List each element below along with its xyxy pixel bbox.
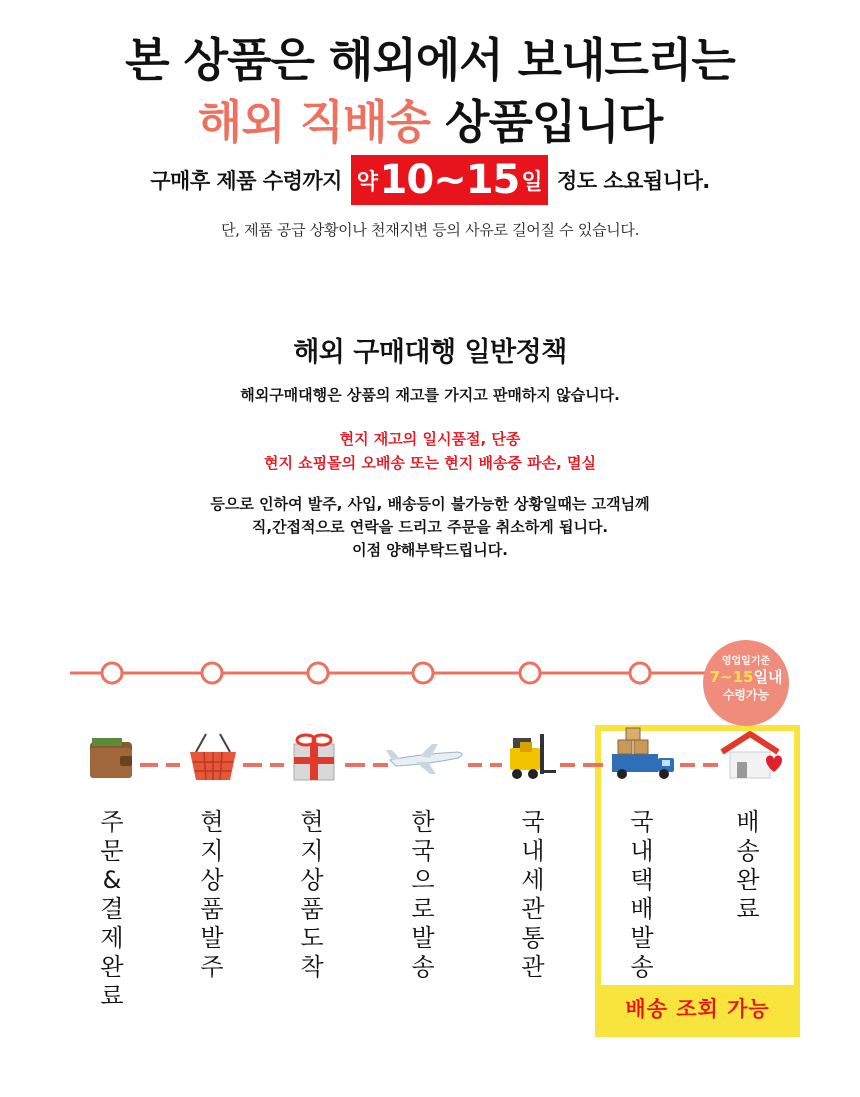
headline-line-1: 본 상품은 해외에서 보내드리는 xyxy=(125,33,735,87)
headline-highlight: 해외 직배송 xyxy=(197,95,430,149)
delivery-box-pre: 약 xyxy=(356,169,378,195)
step-label: 배 송 완 료 xyxy=(736,808,760,923)
headline-line-2 xyxy=(0,92,860,152)
timeline-dot xyxy=(413,663,433,683)
delay-note: 단, 제품 공급 상황이나 천재지변 등의 사유로 길어질 수 있습니다. xyxy=(220,221,640,239)
policy-warning-1: 현지 재고의 일시품절, 단종 xyxy=(339,430,521,448)
step-label: 국 내 세 관 통 관 xyxy=(521,808,545,981)
gift-box-icon xyxy=(294,735,334,780)
policy-text-2-line-3: 이점 양해부탁드립니다. xyxy=(352,541,508,559)
step-label: 현 지 상 품 발 주 xyxy=(200,808,224,981)
headline-rest: 상품입니다 xyxy=(430,95,663,149)
policy-title: 해외 구매대행 일반정책 xyxy=(293,337,567,368)
shopping-basket-icon xyxy=(190,734,236,780)
policy-text-2 xyxy=(0,493,860,562)
home-heart-icon xyxy=(722,734,782,778)
badge-unit: 일내 xyxy=(753,668,783,686)
step-label: 현 지 상 품 도 착 xyxy=(300,808,324,981)
step-label: 국 내 택 배 발 송 xyxy=(630,808,654,981)
step-label: 한 국 으 로 발 송 xyxy=(411,808,435,981)
policy-text-2-line-2: 직,간접적으로 연락을 드리고 주문을 취소하게 됩니다. xyxy=(251,518,609,536)
policy-text-1: 해외구매대행은 상품의 재고를 가지고 판매하지 않습니다. xyxy=(240,386,620,404)
forklift-icon xyxy=(510,734,556,779)
badge-line-3: 수령가능 xyxy=(722,688,770,702)
airplane-icon xyxy=(386,744,462,774)
tracking-available-label: 배송 조회 가능 xyxy=(595,985,800,1031)
delivery-prefix: 구매후 제품 수령까지 xyxy=(150,169,349,193)
badge-line-1: 영업일기준 xyxy=(721,656,771,667)
timeline-dot xyxy=(308,663,328,683)
delivery-time-line xyxy=(0,155,860,205)
wallet-icon xyxy=(90,738,132,778)
delivery-days-box xyxy=(351,155,548,205)
delivery-suffix: 정도 소요됩니다. xyxy=(550,169,710,193)
timeline-dot xyxy=(202,663,222,683)
receive-days-badge xyxy=(703,640,789,726)
policy-warning-2: 현지 쇼핑몰의 오배송 또는 현지 배송중 파손, 멸실 xyxy=(263,454,597,472)
step-label: 주 문 & 결 제 완 료 xyxy=(100,808,124,1010)
delivery-box-range: 10~15 xyxy=(379,157,520,203)
policy-text-2-line-1: 등으로 인하여 발주, 사입, 배송등이 불가능한 상황일때는 고객님께 xyxy=(210,495,650,513)
badge-days: 7~15 xyxy=(709,668,754,686)
timeline-dot xyxy=(102,663,122,683)
timeline-dot xyxy=(520,663,540,683)
badge-line-2 xyxy=(703,666,789,687)
timeline-dot xyxy=(630,663,650,683)
delivery-truck-icon xyxy=(612,728,674,779)
delivery-box-post: 일 xyxy=(521,169,543,195)
